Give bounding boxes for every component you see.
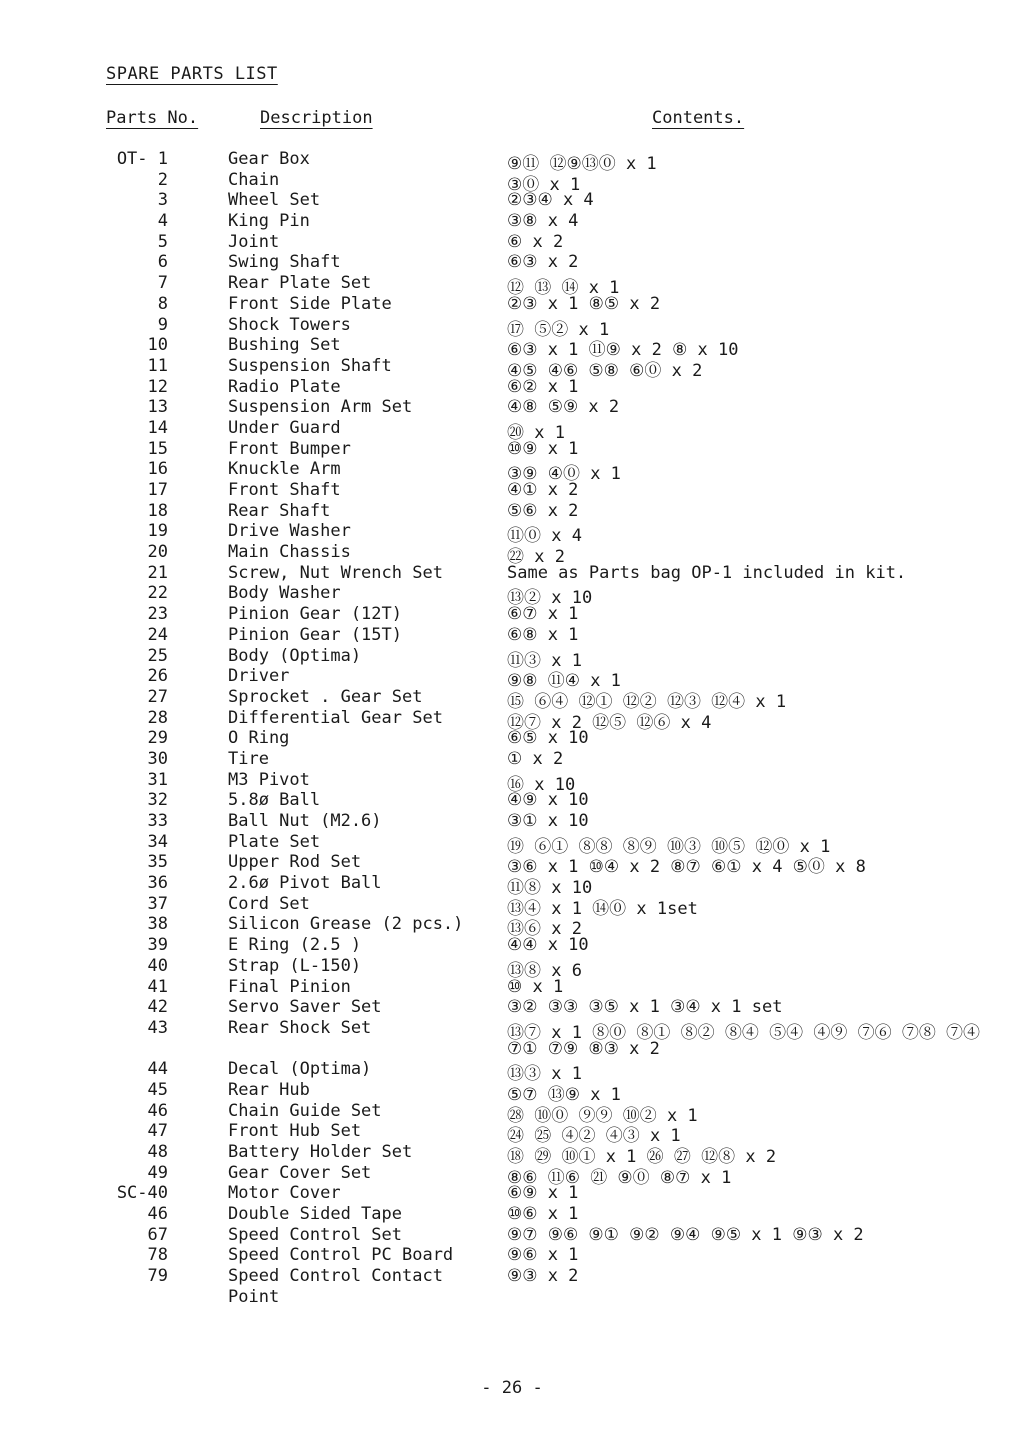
part-number: 23 [147, 604, 168, 625]
table-row [0, 377, 1024, 398]
part-number: 36 [147, 873, 168, 894]
header-parts-no: Parts No. [106, 108, 199, 128]
part-number: 48 [147, 1142, 168, 1162]
table-row [0, 190, 1024, 211]
part-description: Driver [228, 666, 290, 687]
part-contents: ⑬② x 10 [507, 588, 593, 609]
part-description: Main Chassis [228, 542, 351, 563]
table-row [0, 893, 1024, 919]
table-row [0, 873, 1024, 899]
table-row [0, 439, 1024, 460]
table-row [0, 355, 1024, 381]
part-description: Front Side Plate [228, 293, 392, 314]
table-row [0, 1059, 1024, 1085]
part-description: Bushing Set [228, 335, 341, 356]
part-description: Suspension Shaft [228, 355, 392, 376]
part-description: Pinion Gear (15T) [228, 624, 402, 645]
part-contents: ⑫ ⑬ ⑭ x 1 [507, 278, 620, 299]
table-row [0, 645, 1024, 671]
table-row [0, 459, 1024, 485]
part-contents: ⑤⑦ ⑬⑨ x 1 [507, 1084, 621, 1105]
part-description: Radio Plate [228, 376, 341, 397]
part-description: Wheel Set [228, 190, 321, 211]
part-number: 28 [147, 707, 168, 728]
part-contents: ⑨⑦ ⑨⑥ ⑨① ⑨② ⑨④ ⑨⑤ x 1 ⑨③ x 2 [507, 1224, 864, 1245]
part-number: 10 [147, 335, 168, 356]
part-number: OT- 1 [116, 149, 168, 169]
table-row [0, 1142, 1024, 1167]
part-number: 8 [157, 293, 168, 314]
table-row [0, 749, 1024, 770]
part-contents: ⑥⑧ x 1 [507, 624, 579, 645]
part-description: Front Hub Set [228, 1121, 362, 1142]
part-number: 7 [157, 273, 168, 294]
table-row [0, 686, 1024, 712]
part-number: 47 [147, 1121, 168, 1142]
part-number: 79 [147, 1266, 168, 1287]
part-contents: ⑥③ x 2 [507, 252, 579, 273]
part-number: 20 [147, 542, 168, 563]
table-row [0, 955, 1024, 981]
part-contents: ⑮ ⑥④ ⑫① ⑫② ⑫③ ⑫④ x 1 [507, 691, 787, 712]
part-contents: ④① x 2 [507, 480, 579, 500]
part-description: Joint [228, 231, 280, 252]
part-number: 46 [147, 1204, 168, 1225]
part-description: Decal (Optima) [228, 1059, 372, 1080]
part-description: Strap (L-150) [228, 955, 362, 976]
part-description: Speed Control Contact [228, 1266, 443, 1287]
part-contents: ②③ x 1 ⑧⑤ x 2 [507, 293, 661, 314]
part-description: E Ring (2.5 ) [228, 935, 362, 956]
part-description: Silicon Grease (2 pcs.) [228, 914, 464, 935]
table-row [0, 397, 1024, 418]
part-contents: ⑨⑪ ⑫⑨⑬⓪ x 1 [507, 154, 657, 174]
part-contents: ⑬⑦ x 1 ⑧⓪ ⑧① ⑧② ⑧④ ⑤④ ④⑨ ⑦⑥ ⑦⑧ ⑦④ [507, 1022, 981, 1043]
part-description: Chain Guide Set [228, 1100, 382, 1121]
part-contents: ③⑥ x 1 ⑩④ x 2 ⑧⑦ ⑥① x 4 ⑤⓪ x 8 [507, 857, 866, 878]
part-number: 13 [147, 397, 168, 418]
part-contents: ③① x 10 [507, 811, 589, 831]
part-contents: ⑥③ x 1 ⑪⑨ x 2 ⑧ x 10 [507, 340, 739, 361]
part-description: Cord Set [228, 893, 310, 914]
part-contents: ⑧⑥ ⑪⑥ ㉑ ⑨⓪ ⑧⑦ x 1 [507, 1167, 732, 1188]
part-contents: ㉘ ⑩⓪ ⑨⑨ ⑩② x 1 [507, 1105, 698, 1126]
part-description: Knuckle Arm [228, 459, 341, 480]
part-number: SC-40 [116, 1183, 168, 1204]
part-number: 34 [147, 831, 168, 852]
part-number: 67 [147, 1224, 168, 1245]
part-contents: ⑪⑧ x 10 [507, 878, 593, 899]
part-number: 24 [147, 624, 168, 645]
part-description: Body (Optima) [228, 645, 362, 666]
part-contents: ㉔ ㉕ ④② ④③ x 1 [507, 1126, 681, 1147]
part-number: 14 [147, 417, 168, 438]
part-description: Front Shaft [228, 480, 341, 500]
table-row [0, 790, 1024, 811]
table-row [0, 1017, 1024, 1043]
part-description: Rear Hub [228, 1079, 310, 1100]
table-row [0, 211, 1024, 232]
part-description: Swing Shaft [228, 252, 341, 273]
table-row [0, 811, 1024, 832]
table-row [0, 1121, 1024, 1147]
part-number: 9 [157, 314, 168, 335]
part-number: 29 [147, 728, 168, 749]
part-description: Rear Plate Set [228, 273, 372, 294]
part-number: 17 [147, 480, 168, 500]
part-contents: ③⑨ ④⓪ x 1 [507, 464, 621, 485]
part-number: 16 [147, 459, 168, 480]
part-number: 43 [147, 1017, 168, 1038]
part-description: Screw, Nut Wrench Set [228, 562, 443, 583]
table-row [0, 1245, 1024, 1266]
part-number: 26 [147, 666, 168, 687]
part-description: Speed Control Set [228, 1224, 402, 1245]
part-number: 45 [147, 1079, 168, 1100]
part-description: Servo Saver Set [228, 997, 382, 1018]
part-description: Gear Box [228, 149, 310, 169]
part-number: 15 [147, 438, 168, 459]
part-number: 25 [147, 645, 168, 666]
part-description: Ball Nut (M2.6) [228, 811, 382, 831]
part-contents: ⑤⑥ x 2 [507, 500, 579, 521]
part-description: Body Washer [228, 583, 341, 604]
part-contents: ④⑨ x 10 [507, 790, 589, 811]
part-contents: ⑥ x 2 [507, 231, 564, 252]
part-description: King Pin [228, 211, 310, 232]
part-description: M3 Pivot [228, 769, 310, 790]
part-contents: ④⑧ ⑤⑨ x 2 [507, 397, 620, 418]
part-number: 12 [147, 376, 168, 397]
table-row [0, 1100, 1024, 1126]
part-description: Drive Washer [228, 521, 351, 542]
page-number: - 26 - [481, 1378, 543, 1398]
part-number: 41 [147, 976, 168, 997]
part-contents: ⑫⑦ x 2 ⑫⑤ ⑫⑥ x 4 [507, 712, 712, 733]
part-number: 2 [157, 169, 168, 190]
part-contents: ⑬③ x 1 [507, 1064, 582, 1085]
header-description: Description [260, 108, 373, 128]
part-contents: ⑲ ⑥① ⑧⑧ ⑧⑨ ⑩③ ⑩⑤ ⑫⓪ x 1 [507, 836, 831, 857]
table-row [0, 335, 1024, 361]
part-contents: ① x 2 [507, 748, 564, 769]
part-contents: ③⓪ x 1 [507, 174, 581, 195]
part-contents: ④⑤ ④⑥ ⑤⑧ ⑥⓪ x 2 [507, 360, 703, 381]
table-row [0, 666, 1024, 692]
part-number: 6 [157, 252, 168, 273]
part-number: 4 [157, 211, 168, 232]
part-description: Point [228, 1286, 280, 1307]
part-description: Shock Towers [228, 314, 351, 335]
table-row [0, 707, 1024, 733]
part-description: 5.8ø Ball [228, 790, 321, 811]
part-contents: ⑬④ x 1 ⑭⓪ x 1set [507, 898, 698, 919]
part-contents: ⑯ x 10 [507, 774, 576, 795]
part-description: Under Guard [228, 417, 341, 438]
table-row [0, 501, 1024, 522]
table-row [0, 1287, 1024, 1308]
part-description: Suspension Arm Set [228, 397, 413, 418]
part-contents: ㉒ x 2 [507, 547, 565, 568]
part-contents: ⑨⑥ x 1 [507, 1245, 579, 1266]
part-description: Sprocket . Gear Set [228, 686, 423, 707]
table-row [0, 417, 1024, 443]
table-row [0, 563, 1024, 584]
part-description: Plate Set [228, 831, 321, 852]
part-contents: ⑳ x 1 [507, 422, 565, 443]
table-row [0, 977, 1024, 998]
part-description: Final Pinion [228, 976, 351, 997]
table-row [0, 1204, 1024, 1225]
table-row [0, 252, 1024, 273]
part-description: Gear Cover Set [228, 1162, 372, 1183]
part-contents: ⑨③ x 2 [507, 1266, 579, 1287]
table-row [0, 273, 1024, 299]
part-number: 22 [147, 583, 168, 604]
part-contents: ⑱ ㉙ ⑩① x 1 ㉖ ㉗ ⑫⑧ x 2 [507, 1147, 777, 1167]
table-row [0, 169, 1024, 195]
part-number: 42 [147, 997, 168, 1018]
page-title: SPARE PARTS LIST [106, 64, 278, 84]
table-row [0, 314, 1024, 340]
part-contents: ⑪⓪ x 4 [507, 526, 582, 547]
table-row [0, 1162, 1024, 1188]
part-description: Rear Shaft [228, 500, 331, 521]
part-number: 38 [147, 914, 168, 935]
part-description: Upper Rod Set [228, 852, 362, 873]
part-description: Tire [228, 748, 269, 769]
table-row [0, 935, 1024, 956]
table-row [0, 232, 1024, 253]
table-row [0, 625, 1024, 646]
table-row [0, 521, 1024, 547]
part-contents: ⑥⑦ x 1 [507, 604, 579, 625]
table-row [0, 1183, 1024, 1204]
header-contents: Contents. [652, 108, 745, 128]
table-row [0, 831, 1024, 857]
part-number: 78 [147, 1245, 168, 1266]
part-contents: ⑩⑥ x 1 [507, 1204, 579, 1225]
part-number: 5 [157, 231, 168, 252]
table-row [0, 480, 1024, 501]
part-number: 46 [147, 1100, 168, 1121]
part-description: Rear Shock Set [228, 1017, 372, 1038]
part-description: 2.6ø Pivot Ball [228, 873, 382, 894]
part-description: Chain [228, 169, 280, 190]
table-row [0, 769, 1024, 795]
table-row [0, 542, 1024, 568]
table-row [0, 852, 1024, 878]
part-number: 33 [147, 811, 168, 831]
part-number: 19 [147, 521, 168, 542]
part-contents: ⑰ ⑤② x 1 [507, 319, 610, 340]
part-number: 11 [147, 355, 168, 376]
part-description: Double Sided Tape [228, 1204, 402, 1225]
part-description: Battery Holder Set [228, 1142, 413, 1162]
part-contents: ⑥⑤ x 10 [507, 728, 589, 749]
part-description: Motor Cover [228, 1183, 341, 1204]
part-number: 3 [157, 190, 168, 211]
table-row [0, 149, 1024, 174]
table-row [0, 604, 1024, 625]
part-contents: ⑨⑧ ⑪④ x 1 [507, 671, 621, 692]
part-number: 39 [147, 935, 168, 956]
part-contents: Same as Parts bag OP-1 included in kit. [507, 562, 907, 583]
table-row [0, 1039, 1024, 1060]
part-number: 30 [147, 748, 168, 769]
part-number: 37 [147, 893, 168, 914]
part-description: Speed Control PC Board [228, 1245, 454, 1266]
part-contents: ③② ③③ ③⑤ x 1 ③④ x 1 set [507, 997, 783, 1018]
part-number: 44 [147, 1059, 168, 1080]
table-row [0, 1079, 1024, 1105]
part-contents: ⑪③ x 1 [507, 650, 582, 671]
part-contents: ②③④ x 4 [507, 190, 594, 211]
part-description: Front Bumper [228, 438, 351, 459]
table-row [0, 1266, 1024, 1287]
parts-table [0, 149, 1024, 1308]
part-contents: ⑦① ⑦⑨ ⑧③ x 2 [507, 1038, 660, 1059]
part-contents: ⑩⑨ x 1 [507, 438, 579, 459]
table-row [0, 294, 1024, 315]
part-contents: ③⑧ x 4 [507, 211, 579, 232]
part-description: Pinion Gear (12T) [228, 604, 402, 625]
part-number: 18 [147, 500, 168, 521]
part-description: O Ring [228, 728, 290, 749]
part-number: 32 [147, 790, 168, 811]
part-contents: ④④ x 10 [507, 935, 589, 956]
part-number: 31 [147, 769, 168, 790]
part-contents: ⑥⑨ x 1 [507, 1183, 579, 1204]
part-contents: ⑩ x 1 [507, 976, 564, 997]
part-number: 49 [147, 1162, 168, 1183]
table-row [0, 583, 1024, 609]
part-number: 21 [147, 562, 168, 583]
part-contents: ⑥② x 1 [507, 376, 579, 397]
part-contents: ⑬⑥ x 2 [507, 919, 582, 940]
table-row [0, 728, 1024, 749]
part-number: 40 [147, 955, 168, 976]
part-number: 27 [147, 686, 168, 707]
part-description: Differential Gear Set [228, 707, 443, 728]
table-row [0, 997, 1024, 1018]
table-row [0, 1225, 1024, 1246]
table-row [0, 914, 1024, 940]
part-number: 35 [147, 852, 168, 873]
part-contents: ⑬⑧ x 6 [507, 960, 582, 981]
